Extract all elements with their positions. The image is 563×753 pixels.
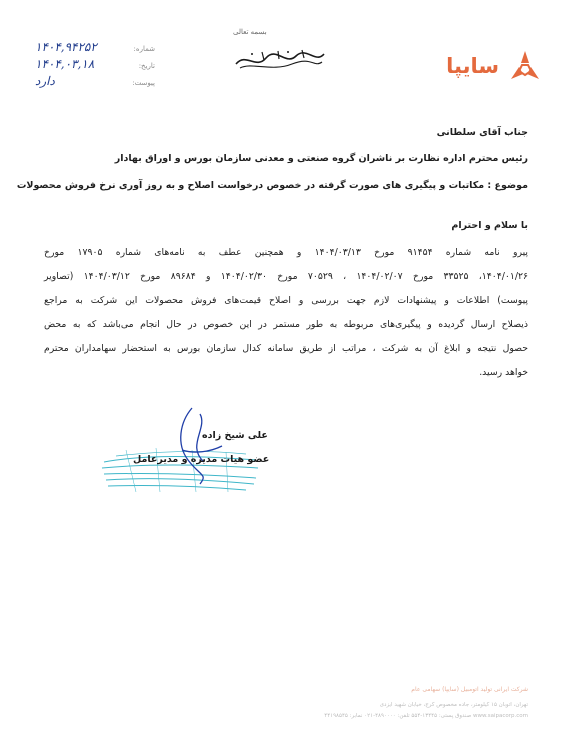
letter-meta <box>35 40 155 91</box>
greeting: با سلام و احترام <box>451 220 528 231</box>
calligraphy-slogan-icon <box>232 46 328 74</box>
signatory-name: علی شیخ زاده <box>202 430 268 441</box>
footer-contact: www.saipacorp.com صندوق پستی: ۱۳۴۴۵-۵۵۴ تلفن: ۴۸۹۰۰۰۰-۰۲۱ نمابر: ۴۴۱۹۸۵۴۵ <box>324 713 528 719</box>
saipa-logo <box>433 46 543 86</box>
letter-number-label: شماره: <box>133 45 155 53</box>
letter-date-row <box>35 57 155 74</box>
body-line: ذیصلاح ارسال گردیده و پیگیری‌های مربوطه به طور مستمر در این خصوص در حال انجام می‌باشد که به محض <box>44 319 528 330</box>
letter-date: ۱۴۰۴,۰۳,۱۸ <box>35 57 95 71</box>
brand-name: سایپا <box>446 54 499 78</box>
body-line: حصول نتیجه و ابلاغ آن به شرکت ، مراتب از طریق سامانه کدال سازمان بورس به استحضار سهامداران محترم <box>44 343 528 354</box>
company-stamp-icon <box>96 388 266 498</box>
letter-attachment-row <box>35 74 155 91</box>
bismillah: بسمه تعالی <box>233 28 267 36</box>
signatory-title: عضو هیات مدیره و مدیرعامل <box>133 454 270 465</box>
body-line: پیوست) اطلاعات و پیشنهادات لازم جهت بررسی و اصلاح قیمت‌های فروش محصولات این شرکت به مراجع <box>44 295 528 306</box>
letter-attachment: دارد <box>35 74 55 88</box>
footer-company: شرکت ایرانی تولید اتومبیل (سایپا) سهامی عام <box>411 686 528 693</box>
addressee-title: رئیس محترم اداره نظارت بر ناشران گروه صنعتی و معدنی سازمان بورس و اوراق بهادار <box>114 153 528 164</box>
letter-number-row <box>35 40 155 57</box>
letter-attachment-label: پیوست: <box>132 79 155 87</box>
body-line: ۱۴۰۴/۰۱/۲۶، ۳۳۵۲۵ مورخ ۱۴۰۴/۰۲/۰۷ ، ۷۰۵۲۹ مورخ ۱۴۰۴/۰۲/۳۰ و ۸۹۶۸۴ مورخ ۱۴۰۴/۰۳/۱۲ (تصاویر <box>44 271 529 282</box>
body-line: خواهد رسید. <box>479 367 528 378</box>
letter-body <box>44 241 528 385</box>
subject-line: موضوع : مکاتبات و پیگیری های صورت گرفته در خصوص درخواست اصلاح و به روز آوری نرخ فروش محصولات <box>16 180 528 191</box>
footer-address: تهران، اتوبان ۱۵ کیلومتر، جاده مخصوص کرج، خیابان شهید ایزدی <box>379 702 528 708</box>
body-line: پیرو نامه شماره ۹۱۴۵۴ مورخ ۱۴۰۴/۰۳/۱۳ و همچنین عطف به نامه‌های شماره ۱۷۹۰۵ مورخ <box>44 247 528 258</box>
addressee: جناب آقای سلطانی <box>436 127 528 138</box>
letter-date-label: تاریخ: <box>138 62 155 70</box>
saipa-emblem-icon <box>507 49 543 83</box>
letter-number: ۱۴۰۴,۹۴۲۵۲ <box>35 40 97 54</box>
